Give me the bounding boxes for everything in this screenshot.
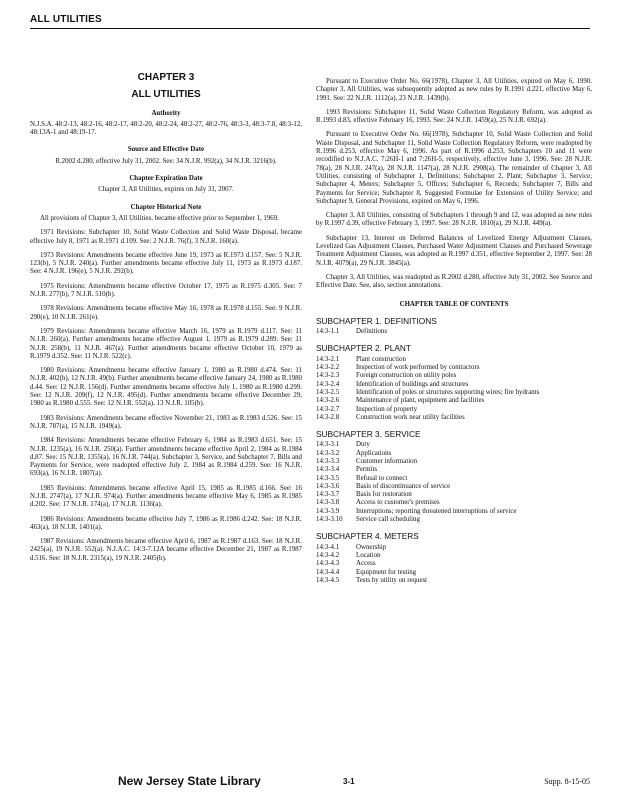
section-number: 14:3-2.2 — [316, 364, 340, 372]
history-paragraph: 1987 Revisions: Amendments became effective April 6, 1987 as R.1987 d.163. See: 18 N.J.R. 2425(a), 19 N.J.R. 552(a). N.J.A.C. 14:3-7.12A became effective December 21, 1987 as R.1987 d.516. See: 18 N.J.R. 2315(a), 19 N.J.R. 2405(b). — [30, 538, 302, 562]
section-title: Permits — [356, 466, 378, 474]
toc-entry — [316, 491, 592, 499]
history-paragraph: 1984 Revisions: Amendments became effective February 6, 1984 as R.1983 d.651. See: 15 N.J.R. 1235(a), 16 N.J.R. 250(a). Further amendments became effective April 2, 1984 as R.1984 d.87. See: 15 N.J.R. 1355(a), 16 N.J.R. 744(a). Subchapter 3, Service, and Subchapter 7, Bills and Payments for Service, were readopted effective July 2, 1984 as R.1984 d.259. See: 16 N.J.R. 693(a), 16 N.J.R. 1807(a). — [30, 437, 302, 478]
history-paragraph: All provisions of Chapter 3, All Utilities, became effective prior to September 1, 1969. — [40, 214, 279, 222]
section-title: Applications — [356, 449, 392, 457]
toc-entry — [316, 328, 592, 336]
section-number: 14:3-4.4 — [316, 568, 340, 576]
section-number: 14:3-3.7 — [316, 491, 340, 499]
table-of-contents — [316, 317, 592, 585]
toc-entry — [316, 475, 592, 483]
toc-entry — [316, 560, 592, 568]
left-column — [30, 74, 302, 569]
section-title: Identification of poles or structures supporting wires; fire hydrants — [356, 388, 540, 396]
authority-heading: Authority — [151, 109, 181, 117]
section-title: Refusal to connect — [356, 474, 408, 482]
toc-entry — [316, 389, 592, 397]
toc-entry — [316, 516, 592, 524]
toc-entry — [316, 441, 592, 449]
toc-entry — [316, 577, 592, 585]
section-number: 14:3-4.5 — [316, 576, 340, 584]
toc-entry — [316, 544, 592, 552]
history-paragraph: 1986 Revisions: Amendments became effective July 7, 1986 as R.1986 d.242. See: 18 N.J.R. 463(a), 18 N.J.R. 1401(a). — [30, 515, 302, 531]
history-paragraph: 1980 Revisions: Amendments became effective January 1, 1980 as R.1980 d.474. See: 11 N.J.R. 402(b), 12 N.J.R. 49(b). Further amendments became effective January 24, 1980 as R.1980 d.44. See: 12 N.J.R. 156(d). Further amendments became effective July 1, 1980 as R.1980 d.299. See: 12 N.J.R. 209(f), 12 N.J.R. 495(d). Further amendments became effective December 29, 1980 as R.1980 d.555. See: 12 N.J.R. 552(a), 13 N.J.R. 105(b). — [30, 367, 302, 408]
section-title: Tests by utility on request — [356, 576, 428, 584]
history-paragraph: 1985 Revisions: Amendments became effective April 15, 1985 as R.1985 d.166. See: 16 N.J.R. 2747(a), 17 N.J.R. 974(a). Further amendments became effective May 6, 1985 as R.1985 d.202. See: 17 N.J.R. 174(a), 17 N.J.R. 1136(a). — [30, 484, 302, 509]
subchapter-heading: SUBCHAPTER 2. PLANT — [316, 343, 411, 354]
toc-entry — [316, 406, 592, 414]
section-title: Construction work near utility facilities — [356, 413, 465, 421]
section-title: Equipment for testing — [356, 568, 417, 576]
history-paragraph: 1975 Revisions: Amendments became effective October 17, 1975 as R.1975 d.305. See: 7 N.J.R. 277(b), 7 N.J.R. 510(b). — [30, 282, 302, 299]
section-number: 14:3-2.8 — [316, 413, 340, 421]
history-paragraph: 1971 Revisions: Subchapter 10, Solid Waste Collection and Solid Waste Disposal, became effective July 8, 1971 as R.1971 d.109. See: 2 N.J.R. 76(f), 3 N.J.R. 160(a). — [30, 229, 302, 245]
toc-entry — [316, 508, 592, 516]
toc-entry — [316, 450, 592, 458]
section-number: 14:3-2.7 — [316, 405, 340, 413]
section-number: 14:3-2.5 — [316, 388, 340, 396]
chapter-number: CHAPTER 3 — [137, 72, 195, 83]
authority-text: N.J.S.A. 48:2-13, 48:2-16, 48:2-17, 48:2-20, 48:2-24, 48:2-27, 48:2-76, 48:3-3, 48:3-7.8, 48:3-12, 48:13A-1 and 48:19-17. — [30, 120, 302, 137]
section-number: 14:3-3.3 — [316, 457, 340, 465]
subchapter-heading: SUBCHAPTER 4. METERS — [316, 531, 419, 542]
expiration-text: Chapter 3, All Utilities, expires on July 31, 2007. — [98, 186, 234, 194]
section-number: 14:3-3.4 — [316, 466, 340, 474]
section-number: 14:3-2.3 — [316, 372, 340, 380]
section-number: 14:3-4.3 — [316, 560, 340, 568]
section-number: 14:3-2.1 — [316, 355, 340, 363]
chapter-name: ALL UTILITIES — [131, 89, 201, 101]
toc-entry — [316, 397, 592, 405]
expiration-heading: Chapter Expiration Date — [129, 175, 203, 183]
section-number: 14:3-4.2 — [316, 551, 340, 559]
section-title: Interruptions; reporting threatened interruptions of service — [356, 507, 517, 515]
toc-entry — [316, 381, 592, 389]
section-title: Service call scheduling — [356, 516, 420, 524]
history-paragraph: 1978 Revisions: Amendments became effective May 16, 1978 as R.1978 d.155. See: 9 N.J.R. 290(e), 10 N.J.R. 261(e). — [30, 305, 302, 321]
section-title: Foreign construction on utility poles — [356, 372, 457, 380]
section-title: Maintenance of plant, equipment and facilities — [356, 397, 485, 405]
toc-entry — [316, 372, 592, 380]
section-title: Basis of discontinuance of service — [356, 482, 451, 490]
toc-entry — [316, 414, 592, 422]
history-paragraph: Chapter 3, All Utilities, was readopted as R.2002 d.280, effective July 31, 2002. See Source and Effective Date. See, also, section annotations. — [316, 273, 592, 290]
history-paragraph: Subchapter 13, Interest on Deferred Balances of Levelized Energy Adjustment Clauses, Levelized Gas Adjustment Clauses, Purchased Water Adjustment Clauses and Purchased Sewerage Treatment Adjustment Clauses, was adopted as R.1997 d.351, effective September 2, 1997. See: 28 N.J.R. 4079(a), 29 N.J.R. 3845(a). — [316, 234, 592, 267]
section-title: Inspection of work performed by contractors — [356, 364, 480, 372]
section-number: 14:3-3.2 — [316, 449, 340, 457]
subchapter-heading: SUBCHAPTER 3. SERVICE — [316, 429, 421, 440]
toc-title: CHAPTER TABLE OF CONTENTS — [399, 300, 509, 308]
section-title: Identification of buildings and structures — [356, 380, 469, 388]
history-paragraph: 1973 Revisions: Amendments became effective June 19, 1973 as R.1973 d.157. See: 5 N.J.R. 123(b), 5 N.J.R. 240(a). Further amendments became effective July 11, 1973 as R.1973 d.187. See: 4 N.J.R. 196(e), 5 N.J.R. 292(b). — [30, 251, 302, 276]
page-footer — [30, 774, 590, 788]
source-heading: Source and Effective Date — [127, 146, 205, 154]
section-number: 14:3-4.1 — [316, 543, 340, 551]
section-title: Access to customer's premises — [356, 499, 440, 507]
history-paragraph: 1993 Revisions: Subchapter 11, Solid Waste Collection Regulatory Reform, was adopted as R.1993 d.83, effective February 16, 1993. See: 24 N.J.R. 1459(a), 25 N.J.R. 692(a). — [316, 108, 592, 125]
section-title: Basis for restoration — [356, 491, 412, 499]
section-title: Plant construction — [356, 355, 406, 363]
running-header — [30, 14, 590, 29]
section-title: Customer information — [356, 457, 418, 465]
toc-entry — [316, 552, 592, 560]
history-paragraph: Pursuant to Executive Order No. 66(1978), Chapter 3, All Utilities, expired on May 6, 1990. Chapter 3, All Utilities, was subsequently adopted as new rules by R.1991 d.221, effective May 6, 1991. See: 22 N.J.R. 1112(a), 23 N.J.R. 1439(b). — [316, 78, 592, 102]
history-paragraph: 1983 Revisions: Amendments became effective November 21, 1983 as R.1983 d.526. See: 15 N.J.R. 787(a), 15 N.J.R. 1949(a). — [30, 414, 302, 430]
section-title: Definitions — [356, 328, 388, 336]
section-number: 14:3-3.10 — [316, 516, 343, 524]
section-title: Access — [356, 560, 376, 568]
toc-entry — [316, 364, 592, 372]
section-title: Duty — [356, 441, 370, 449]
history-paragraph: Chapter 3, All Utilities, consisting of Subchapters 1 through 9 and 12, was adopted as new rules by R.1997 d.39, effective February 3, 1997. See: 28 N.J.R. 1810(a), 29 N.J.R. 449(a). — [316, 212, 592, 228]
history-paragraph: 1979 Revisions: Amendments became effective March 16, 1979 as R.1979 d.117. See: 11 N.J.R. 260(a). Further amendments became effective August 1, 1979 as R.1979 d.289. See: 11 N.J.R. 258(b), 11 N.J.R. 467(a). Further amendments became effective October 10, 1979 as R.1979 d.352. See: 11 N.J.R. 522(c). — [30, 327, 302, 360]
history-heading: Chapter Historical Note — [130, 203, 202, 211]
toc-entry — [316, 356, 592, 364]
section-title: Location — [356, 551, 381, 559]
toc-entry — [316, 466, 592, 474]
history-paragraph: Pursuant to Executive Order No. 66(1978), Subchapter 10, Solid Waste Collection and Solid Waste Disposal, and Subchapter 11, Solid Waste Collection Regulatory Reform, were readopted by R.1996 d.253, effective May 6, 1996. As part of R.1996 d.253, Subchapters 10 and 11 were recodified to N.J.A.C. 7:26H-1 and 7:26H-5, respectively, effective June 3, 1996. See: 28 N.J.R. 78(a), 28 N.J.R. 247(a), 28 N.J.R. 1147(a), 28 N.J.R. 2908(a). The remainder of Chapter 3, All Utilities, consisting of Subchapter 1, Definitions; Subchapter 2, Plant; Subchapter 3, Service; Subchapter 4, Meters; Subchapter 5, Offices; Subchapter 6, Records; Subchapter 7, Bills and Payments for Service; Subchapter 8, Suggested Formulae for Extension of Utility Service; and Subchapter 9, General Provisions, expired on May 6, 1996. — [316, 131, 592, 205]
toc-entry — [316, 499, 592, 507]
source-text: R.2002 d.280, effective July 31, 2002. See: 34 N.J.R. 992(a), 34 N.J.R. 3216(b). — [55, 157, 277, 165]
toc-entry — [316, 483, 592, 491]
toc-entry — [316, 569, 592, 577]
toc-entry — [316, 458, 592, 466]
page-number: 3-1 — [343, 777, 355, 786]
section-number: 14:3-3.6 — [316, 482, 340, 490]
header-title: ALL UTILITIES — [30, 14, 102, 25]
section-number: 14:3-1.1 — [316, 328, 340, 336]
section-number: 14:3-2.4 — [316, 380, 340, 388]
section-number: 14:3-2.6 — [316, 397, 340, 405]
supplement-date: Supp. 8-15-05 — [544, 777, 590, 786]
section-number: 14:3-3.9 — [316, 507, 340, 515]
section-number: 14:3-3.5 — [316, 474, 340, 482]
library-stamp: New Jersey State Library — [118, 774, 261, 788]
section-title: Ownership — [356, 543, 387, 551]
section-title: Inspection of property — [356, 405, 418, 413]
subchapter-heading: SUBCHAPTER 1. DEFINITIONS — [316, 315, 437, 326]
section-number: 14:3-3.1 — [316, 441, 340, 449]
right-column — [316, 78, 592, 585]
section-number: 14:3-3.8 — [316, 499, 340, 507]
